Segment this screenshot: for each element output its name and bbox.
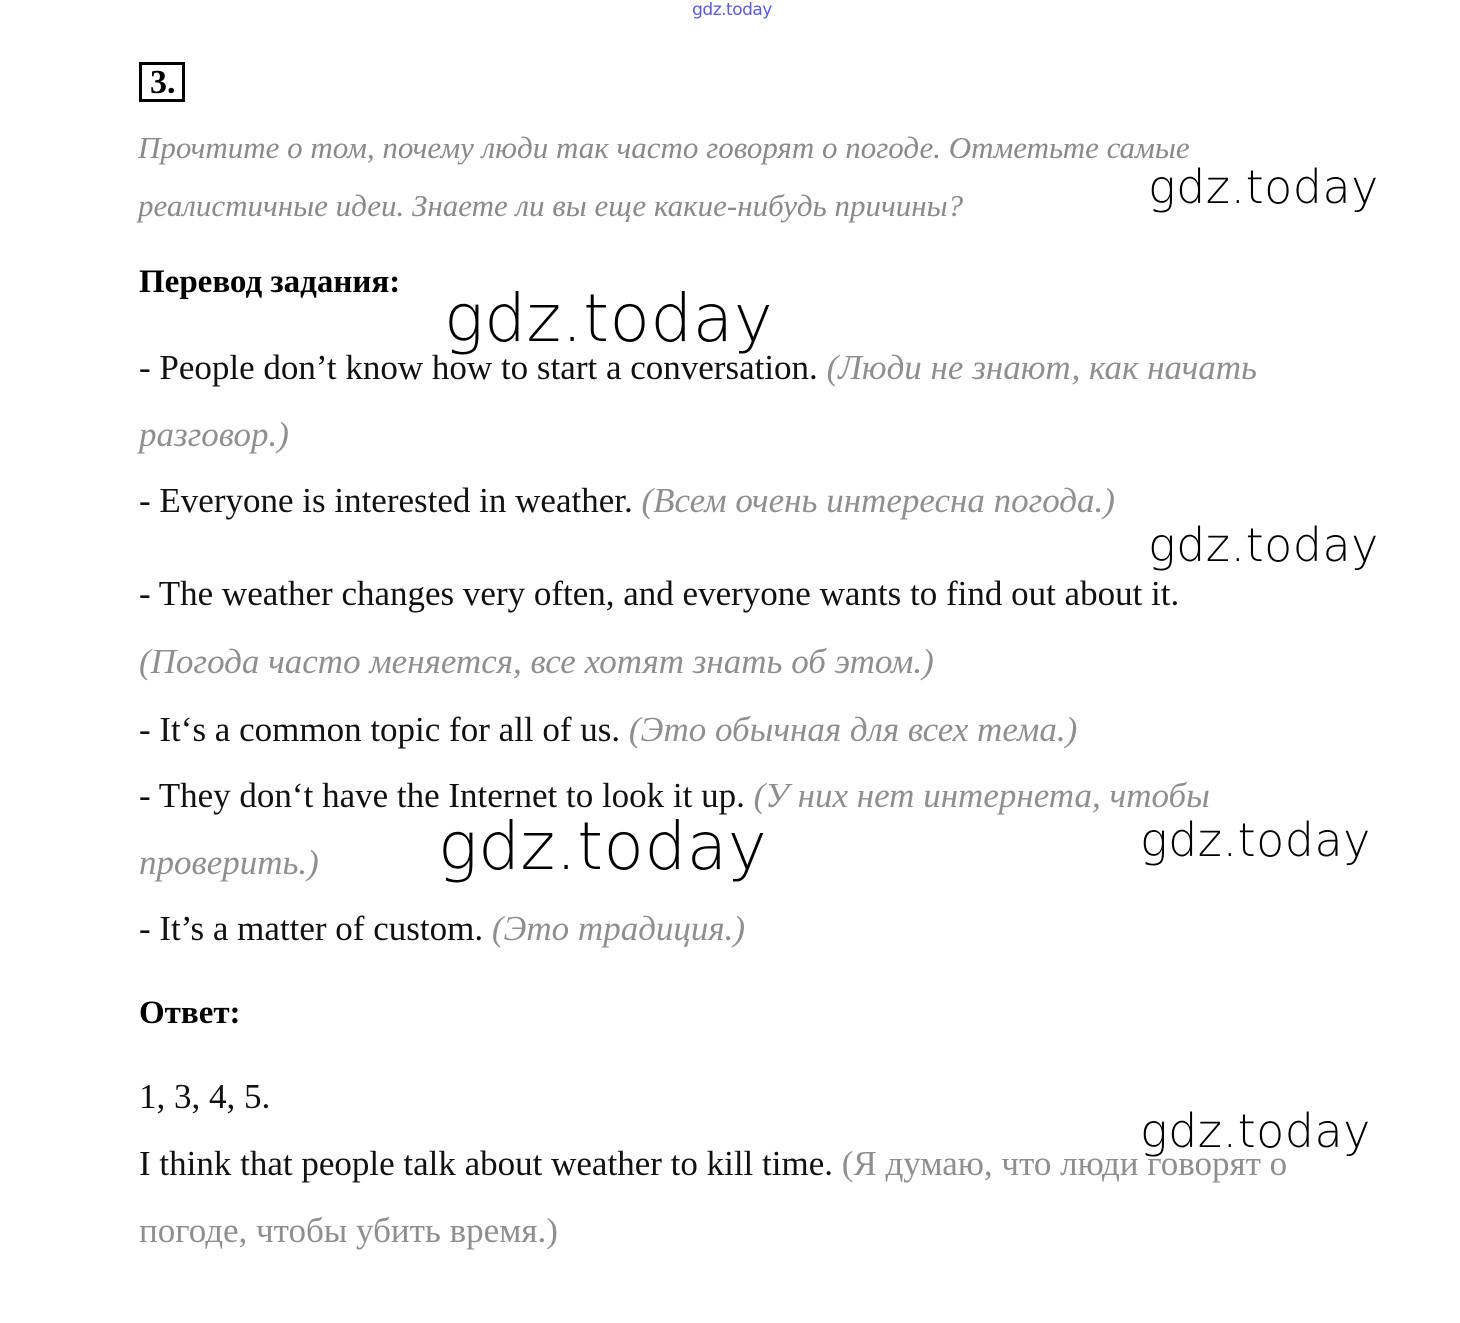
item-english: - The weather changes very often, and everyone wants to find out about it. <box>139 574 1180 613</box>
watermark: gdz.today <box>1148 518 1379 572</box>
instruction-line-1: Прочтите о том, почему люди так часто говорят о погоде. Отметьте самые <box>138 130 1190 165</box>
item-translation: (У них нет интернета, чтобы <box>753 776 1210 815</box>
item-english: - It’s a matter of custom. <box>139 909 484 948</box>
site-header-link[interactable]: gdz.today <box>692 0 772 20</box>
answer-translation: (Я думаю, что люди говорят о <box>841 1144 1288 1183</box>
instruction-line-2: реалистичные идеи. Знаете ли вы еще какие-нибудь причины? <box>138 188 964 223</box>
item-translation-continued: (Погода часто меняется, все хотят знать об этом.) <box>139 642 934 681</box>
list-item <box>139 710 1077 750</box>
answer-translation-continued: погоде, чтобы убить время.) <box>139 1211 558 1250</box>
answer-english: I think that people talk about weather to kill time. <box>139 1144 833 1183</box>
item-translation-continued: проверить.) <box>139 843 319 882</box>
answer-numbers: 1, 3, 4, 5. <box>139 1077 271 1116</box>
item-translation: (Всем очень интересна погода.) <box>641 481 1115 520</box>
item-english: - Everyone is interested in weather. <box>139 481 633 520</box>
watermark: gdz.today <box>444 280 774 357</box>
list-item <box>139 909 745 949</box>
watermark: gdz.today <box>1140 813 1371 867</box>
item-translation: (Люди не знают, как начать <box>826 348 1257 387</box>
answer-sentence <box>139 1144 1287 1184</box>
item-translation-continued: разговор.) <box>139 415 289 454</box>
item-english: - They don‘t have the Internet to look it up. <box>139 776 745 815</box>
item-english: - It‘s a common topic for all of us. <box>139 710 621 749</box>
item-translation: (Это традиция.) <box>491 909 746 948</box>
item-translation: (Это обычная для всех тема.) <box>628 710 1078 749</box>
translation-heading: Перевод задания: <box>139 264 401 300</box>
list-item <box>139 574 1179 614</box>
task-number-box: 3. <box>139 62 185 102</box>
list-item <box>139 481 1115 521</box>
watermark: gdz.today <box>1140 1104 1371 1158</box>
watermark: gdz.today <box>1148 160 1379 214</box>
item-english: - People don’t know how to start a conversation. <box>139 348 818 387</box>
answer-heading: Ответ: <box>139 995 241 1031</box>
watermark: gdz.today <box>438 808 768 885</box>
